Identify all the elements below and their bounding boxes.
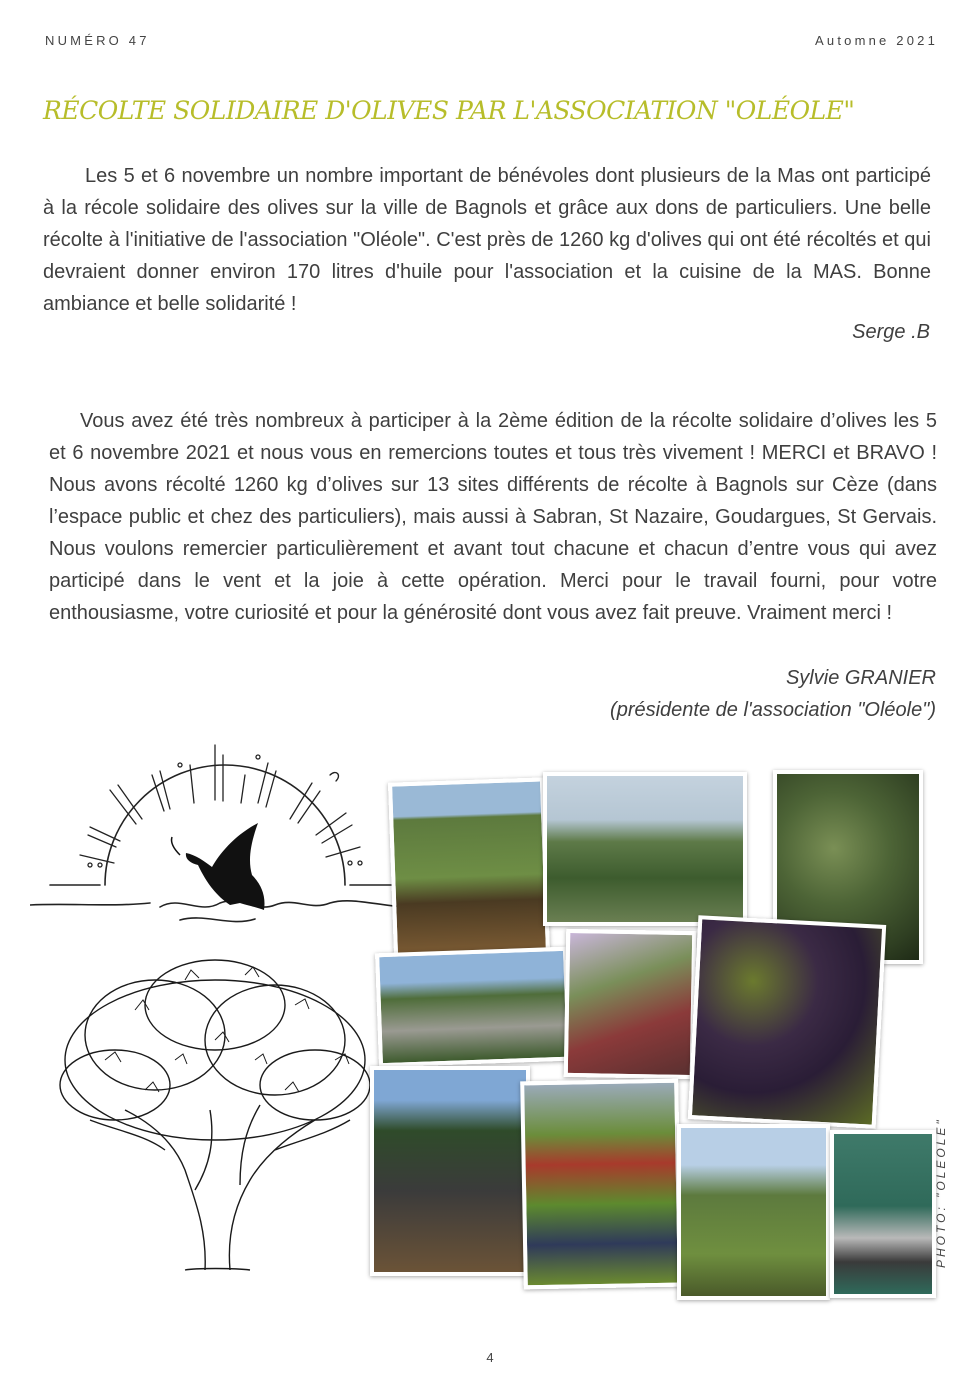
issue-number: NUMÉRO 47 [45,33,150,48]
olive-tree-illustration [45,950,385,1280]
issue-season: Automne 2021 [815,33,938,48]
photo-volunteers-sorting-olives [388,777,550,958]
photo-crates-of-olives [520,1079,682,1290]
photo-street-harvest [375,947,571,1068]
photo-orchard-field [677,1124,830,1300]
signature-serge: Serge .B [852,321,930,343]
photo-volunteers-crate [370,1066,530,1276]
photo-crate-on-net [830,1130,936,1298]
photo-group-harvesting [543,772,747,926]
article-title: RÉCOLTE SOLIDAIRE D'OLIVES PAR L'ASSOCIATION "OLÉOLE" [43,96,855,125]
signature-block-president [610,662,936,726]
article-paragraph-2: Vous avez été très nombreux à participer à la 2ème édition de la récolte solidaire d’olives les 5 et 6 novembre 2021 et nous vous en remercions toutes et tous très vivement ! MERCI et BRAVO ! Nous avons récolté 1260 kg d’olives sur 13 sites différents de récolte à Bagnols sur Cèze (dans l’espace public et chez des particuliers), mais aussi à Sabran, St Nazaire, Goudargues, St Gervais. Nous voulons remercier particulièrement et avant tout chacune et chacun d’entre vous qui avez participé dans le vent et la joie à cette opération. Merci pour le travail fourni, pour votre enthousiasme, votre curiosité et pour la générosité dont vous avez fait preuve. Vraiment merci ! [49,410,937,624]
photo-olives-close-up [688,915,886,1129]
photo-woman-in-tree [564,929,697,1079]
signature-president-role: (présidente de l'association "Oléole") [610,699,936,721]
page-number: 4 [486,1350,494,1365]
photo-credit: PHOTO: "OLEOLE" [934,1117,948,1268]
dove-sun-illustration [30,735,410,935]
signature-president-name: Sylvie GRANIER [785,667,936,689]
article-paragraph-1: Les 5 et 6 novembre un nombre important de bénévoles dont plusieurs de la Mas ont participé à la récole solidaire des olives sur la ville de Bagnols et grâce aux dons de particuliers. Une belle récolte à l'initiative de l'association "Oléole". C'est près de 1260 kg d'olives qui ont été récoltés et qui devraient donner environ 170 litres d'huile pour l'association et la cuisine de la MAS. Bonne ambiance et belle solidarité ! [43,165,931,315]
